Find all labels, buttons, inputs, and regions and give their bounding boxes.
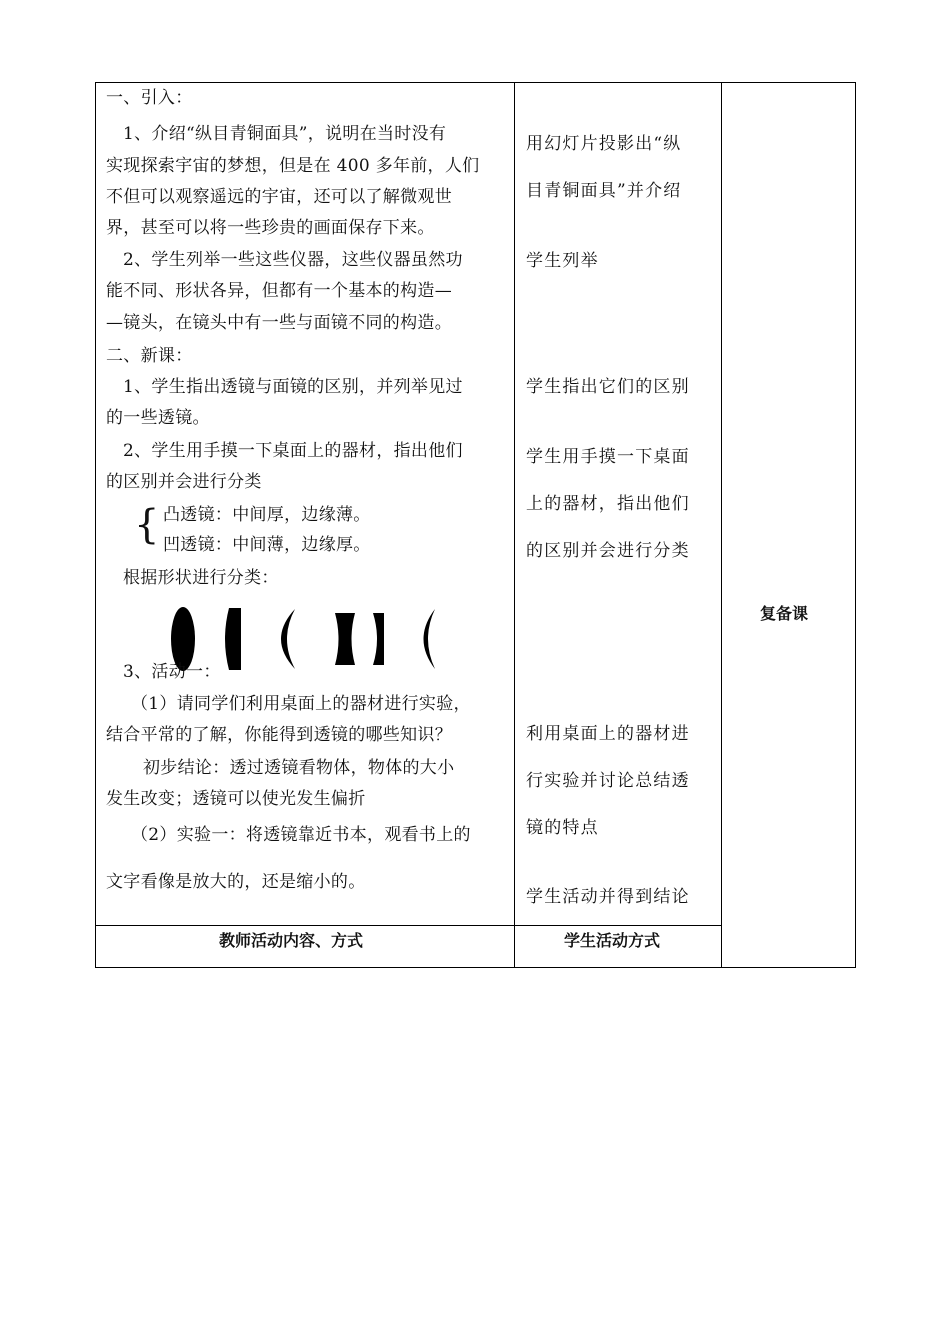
brace-icon: { — [134, 502, 160, 548]
new-lesson-line: 2、学生用手摸一下桌面上的器材，指出他们 — [123, 441, 463, 461]
biconcave-lens-icon — [335, 613, 355, 665]
intro-heading: 一、引入： — [106, 88, 193, 108]
review-note: 复备课 — [760, 604, 809, 623]
student-activity-line: 的区别并会进行分类 — [526, 541, 690, 561]
intro-line: 不但可以观察遥远的宇宙，还可以了解微观世 — [106, 187, 452, 207]
student-activity-line: 学生指出它们的区别 — [526, 377, 690, 397]
student-activity-line: 学生活动并得到结论 — [526, 887, 690, 907]
column-divider — [721, 83, 722, 967]
student-activity-line: 利用桌面上的器材进 — [526, 724, 690, 744]
student-activity-line: 学生列举 — [526, 251, 599, 271]
shape-classify-label: 根据形状进行分类： — [123, 568, 279, 588]
concave-lens-definition: 凹透镜：中间薄，边缘厚。 — [163, 535, 371, 555]
row-divider — [515, 925, 722, 926]
new-lesson-line: 1、学生指出透镜与面镜的区别，并列举见过 — [123, 377, 463, 397]
student-activity-line: 镜的特点 — [526, 818, 599, 838]
concave-meniscus-lens-icon — [424, 609, 436, 669]
student-activity-line: 目青铜面具”并介绍 — [526, 181, 682, 201]
new-lesson-line: 的区别并会进行分类 — [106, 472, 262, 492]
teacher-column-header: 教师活动内容、方式 — [219, 931, 364, 950]
student-activity-line: 学生用手摸一下桌面 — [526, 447, 690, 467]
intro-line: 能不同、形状各异，但都有一个基本的构造— — [106, 281, 452, 301]
question-line: （1）请同学们利用桌面上的器材进行实验， — [131, 694, 471, 714]
experiment-line: 文字看像是放大的，还是缩小的。 — [106, 872, 366, 892]
intro-line: 2、学生列举一些这些仪器，这些仪器虽然功 — [123, 250, 463, 270]
activity-heading: 3、活动一： — [123, 662, 221, 682]
experiment-line: （2）实验一：将透镜靠近书本，观看书上的 — [131, 825, 471, 845]
column-divider — [514, 83, 515, 967]
conclusion-line: 初步结论：透过透镜看物体，物体的大小 — [143, 758, 455, 778]
question-line: 结合平常的了解，你能得到透镜的哪些知识？ — [106, 725, 452, 745]
conclusion-line: 发生改变；透镜可以使光发生偏折 — [106, 789, 366, 809]
row-divider — [96, 925, 515, 926]
intro-line: 1、介绍“纵目青铜面具”，说明在当时没有 — [123, 124, 447, 144]
new-lesson-line: 的一些透镜。 — [106, 408, 210, 428]
student-activity-line: 用幻灯片投影出“纵 — [526, 134, 682, 154]
convex-meniscus-lens-icon — [281, 609, 295, 669]
convex-lens-definition: 凸透镜：中间厚，边缘薄。 — [163, 505, 371, 525]
intro-line: —镜头，在镜头中有一些与面镜不同的构造。 — [106, 313, 452, 333]
plano-convex-lens-icon — [225, 608, 241, 670]
student-activity-line: 行实验并讨论总结透 — [526, 771, 690, 791]
new-lesson-heading: 二、新课： — [106, 346, 193, 366]
plano-concave-lens-icon — [373, 613, 384, 665]
intro-line: 界，甚至可以将一些珍贵的画面保存下来。 — [106, 218, 435, 238]
intro-line: 实现探索宇宙的梦想，但是在 400 多年前，人们 — [106, 156, 480, 176]
student-column-header: 学生活动方式 — [564, 931, 661, 950]
student-activity-line: 上的器材，指出他们 — [526, 494, 690, 514]
